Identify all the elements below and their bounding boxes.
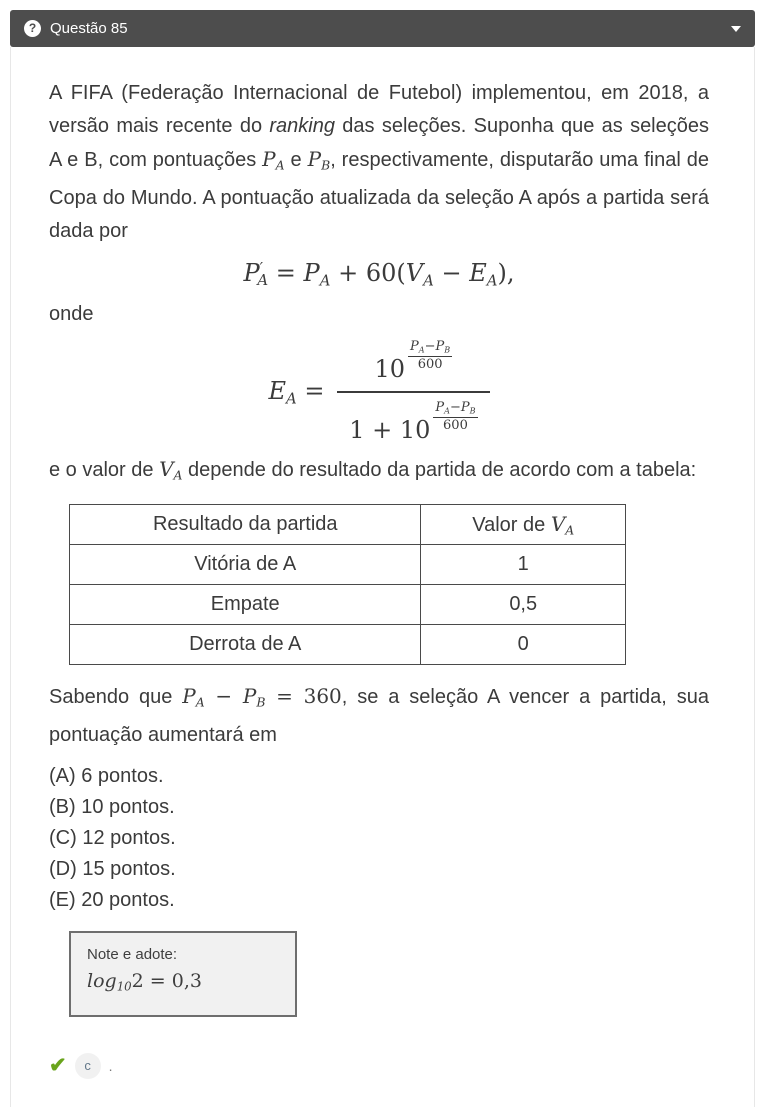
answer-suffix: .	[108, 1057, 113, 1074]
table-row	[70, 584, 626, 624]
table-cell: Derrota de A	[70, 624, 421, 664]
table-cell: 1	[421, 544, 626, 584]
question-body	[10, 47, 755, 1107]
option-a: (A) 6 pontos.	[49, 764, 164, 787]
table-cell: Vitória de A	[70, 544, 421, 584]
options-list	[49, 761, 704, 916]
answer-row	[49, 1053, 704, 1079]
table-cell: Empate	[70, 584, 421, 624]
question-card	[10, 10, 755, 1107]
option-e: (E) 20 pontos.	[49, 888, 175, 911]
table-cell: 0,5	[421, 584, 626, 624]
question-statement: A FIFA (Federação Internacional de Futebol) implementou, em 2018, a versão mais recente do ranking das seleções. Suponha que as seleções A e B, com pontuações $P_A$ e $P_B$, respectivamente, disputarão uma final de Copa do Mundo. A pontuação atualizada da seleção A após a partida será dada por	[49, 82, 709, 242]
onde-label: onde	[49, 303, 94, 326]
table-cell: 0	[421, 624, 626, 664]
exponent-fraction: $\frac{P_A-P_B}{600}$	[410, 339, 451, 373]
answer-letter-badge: c	[75, 1053, 101, 1079]
formula-updated-score: $P'_A = P_A + 60(V_A - E_A)$,	[243, 258, 515, 290]
fraction-denominator: 1 + 10 $\frac{P_A-P_B}{600}$	[337, 391, 489, 445]
note-box	[69, 931, 297, 1017]
option-b: (B) 10 pontos.	[49, 795, 175, 818]
exponent-fraction: $\frac{P_A-P_B}{600}$	[435, 400, 476, 434]
table-row	[70, 624, 626, 664]
note-title: Note e adote:	[87, 945, 178, 963]
formula-expected-score	[49, 339, 709, 445]
question-title: Questão 85	[50, 20, 128, 37]
note-formula: $\log_{10}2 = 0,3$	[87, 969, 202, 994]
question-final-statement: Sabendo que $P_A - P_B = 360$, se a seleção A vencer a partida, sua pontuação aumentará em	[49, 683, 709, 746]
result-table	[69, 504, 626, 665]
option-c: (C) 12 pontos.	[49, 826, 176, 849]
fraction-numerator: 10 $\frac{P_A-P_B}{600}$	[374, 339, 451, 384]
formula-lhs: $E_A$ =	[268, 377, 325, 408]
fraction	[337, 339, 489, 445]
question-header[interactable]	[10, 10, 755, 47]
chevron-down-icon[interactable]	[731, 26, 741, 32]
question-circle-icon: ?	[24, 20, 41, 37]
option-d: (D) 15 pontos.	[49, 857, 176, 880]
table-header-resultado: Resultado da partida	[70, 504, 421, 544]
correct-check-icon: ✔	[49, 1053, 67, 1077]
table-row	[70, 544, 626, 584]
table-header-valor-va: Valor de $V_A$	[421, 504, 626, 544]
table-header-row	[70, 504, 626, 544]
table-intro: e o valor de $V_A$ depende do resultado da partida de acordo com a tabela:	[49, 457, 697, 483]
